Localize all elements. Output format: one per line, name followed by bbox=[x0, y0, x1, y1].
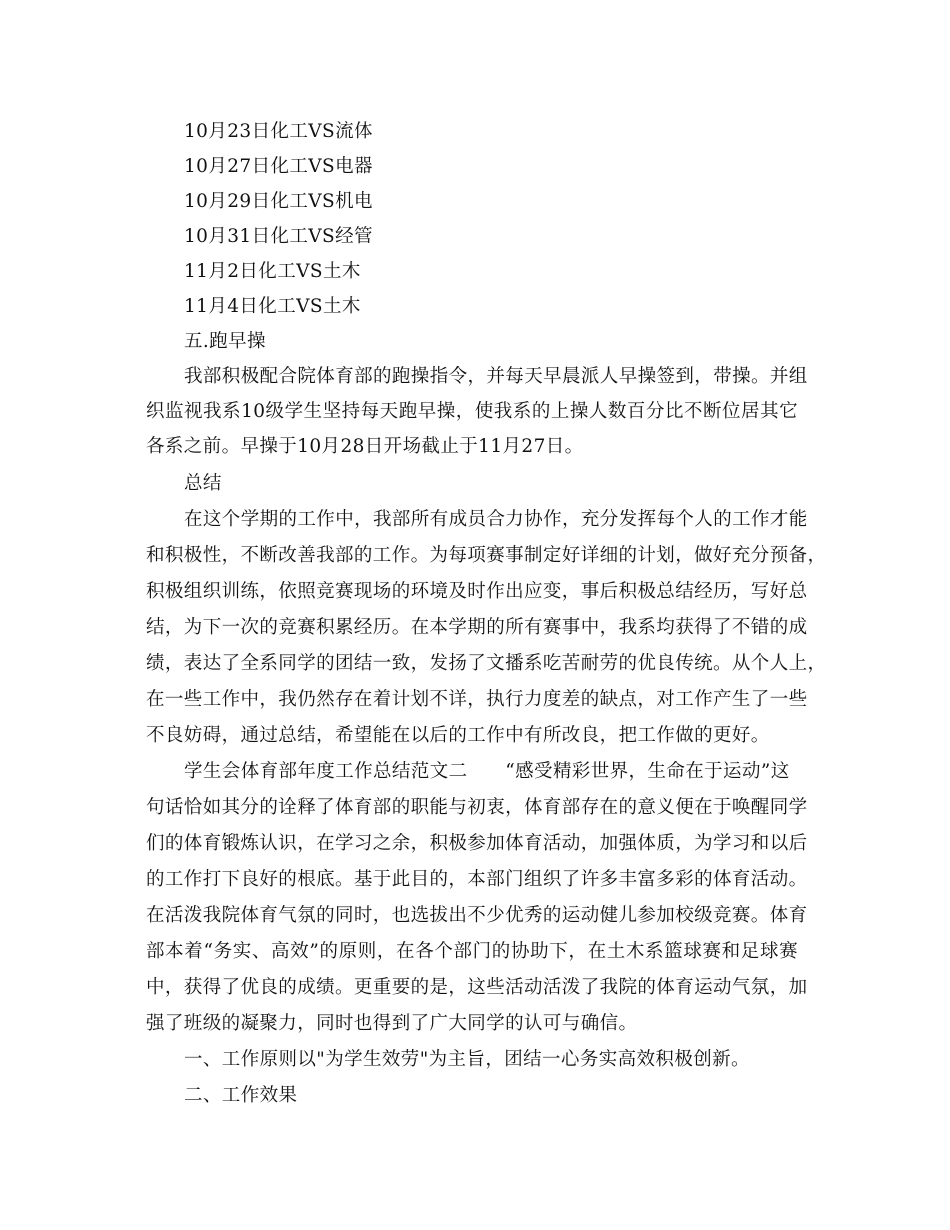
paragraph-line: 不良妨碍，通过总结，希望能在以后的工作中有所改良，把工作做的更好。 bbox=[146, 725, 770, 746]
paragraph-line: 句话恰如其分的诠释了体育部的职能与初衷，体育部存在的意义便在于唤醒同学 bbox=[146, 797, 808, 818]
paragraph-line: 在一些工作中，我仍然存在着计划不详，执行力度差的缺点，对工作产生了一些 bbox=[146, 689, 808, 710]
paragraph-line: 的工作打下良好的根底。基于此目的，本部门组织了许多丰富多彩的体育活动。 bbox=[146, 869, 808, 890]
schedule-line: 11月2日化工VS土木 bbox=[184, 261, 361, 282]
section-heading: 五.跑早操 bbox=[184, 331, 266, 352]
paragraph-line: 我部积极配合院体育部的跑操指令，并每天早晨派人早操签到，带操。并组 bbox=[184, 366, 808, 387]
paragraph-line: 和积极性，不断改善我部的工作。为每项赛事制定好详细的计划，做好充分预备， bbox=[146, 545, 827, 566]
paragraph-line: 结，为下一次的竞赛积累经历。在本学期的所有赛事中，我系均获得了不错的成 bbox=[146, 617, 808, 638]
section-heading: 二、工作效果 bbox=[184, 1085, 298, 1106]
paragraph-line: 们的体育锻炼认识，在学习之余，积极参加体育活动，加强体质，为学习和以后 bbox=[146, 833, 808, 854]
paragraph-line: 织监视我系10级学生坚持每天跑早操，使我系的上操人数百分比不断位居其它 bbox=[146, 401, 798, 422]
paragraph-line: 各系之前。早操于10月28日开场截止于11月27日。 bbox=[146, 436, 584, 457]
section-heading: 总结 bbox=[184, 473, 222, 494]
paragraph-line: 中，获得了优良的成绩。更重要的是，这些活动活泼了我院的体育运动气氛，加 bbox=[146, 977, 808, 998]
paragraph-line: 在活泼我院体育气氛的同时，也选拔出不少优秀的运动健儿参加校级竞赛。体育 bbox=[146, 905, 808, 926]
schedule-line: 11月4日化工VS土木 bbox=[184, 296, 361, 317]
schedule-line: 10月31日化工VS经管 bbox=[184, 226, 373, 247]
schedule-line: 10月29日化工VS机电 bbox=[184, 191, 373, 212]
paragraph-line: 在这个学期的工作中，我部所有成员合力协作，充分发挥每个人的工作才能 bbox=[184, 509, 808, 530]
paragraph-line: 部本着“务实、高效”的原则，在各个部门的协助下，在土木系篮球赛和足球赛 bbox=[146, 941, 798, 962]
paragraph-line: 强了班级的凝聚力，同时也得到了广大同学的认可与确信。 bbox=[146, 1013, 638, 1034]
schedule-line: 10月27日化工VS电器 bbox=[184, 156, 373, 177]
paragraph-line: 学生会体育部年度工作总结范文二 “感受精彩世界，生命在于运动”这 bbox=[184, 761, 790, 782]
schedule-line: 10月23日化工VS流体 bbox=[184, 121, 373, 142]
paragraph-line: 积极组织训练，依照竞赛现场的环境及时作出应变，事后积极总结经历，写好总 bbox=[146, 581, 808, 602]
paragraph-line: 绩，表达了全系同学的团结一致，发扬了文播系吃苦耐劳的优良传统。从个人上， bbox=[146, 653, 827, 674]
principle-line: 一、工作原则以"为学生效劳"为主旨，团结一心务实高效积极创新。 bbox=[184, 1049, 750, 1070]
